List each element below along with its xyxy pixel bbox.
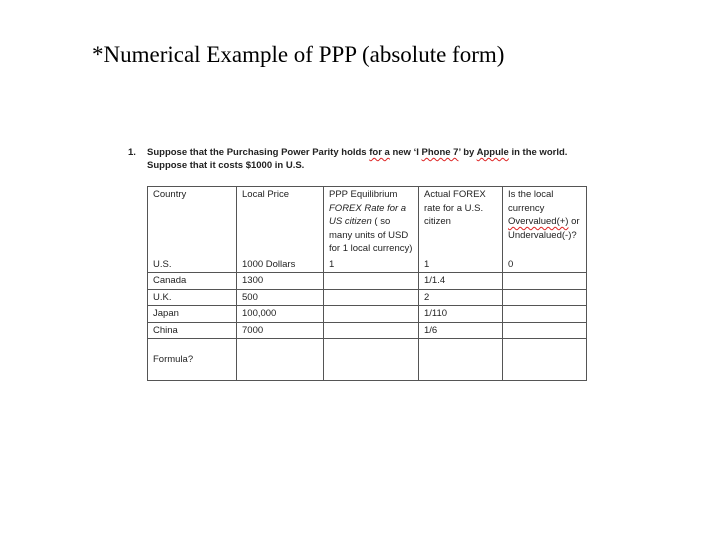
table-row xyxy=(148,306,587,323)
cell-valuation xyxy=(503,322,587,339)
question-number: 1. xyxy=(128,147,136,158)
cell-local-price: 1000 Dollars xyxy=(237,257,324,273)
cell-country: U.K. xyxy=(148,289,237,306)
cell-ppp xyxy=(324,289,419,306)
cell-valuation xyxy=(503,273,587,290)
cell-local-price: 7000 xyxy=(237,322,324,339)
cell-local-price: 100,000 xyxy=(237,306,324,323)
table-header-row xyxy=(148,187,587,257)
cell-formula-empty xyxy=(503,339,587,381)
header-local-price: Local Price xyxy=(237,187,324,257)
slide-title: *Numerical Example of PPP (absolute form) xyxy=(92,42,505,67)
cell-valuation xyxy=(503,306,587,323)
table-row xyxy=(148,322,587,339)
ppp-table xyxy=(147,186,587,381)
header-country: Country xyxy=(148,187,237,257)
cell-ppp xyxy=(324,322,419,339)
table-row xyxy=(148,289,587,306)
cell-actual: 1/1.4 xyxy=(419,273,503,290)
cell-ppp xyxy=(324,306,419,323)
header-actual-forex: Actual FOREX rate for a U.S. citizen xyxy=(419,187,503,257)
question-text xyxy=(147,146,587,172)
header-valuation: Is the local currency Overvalued(+) or Undervalued(-)? xyxy=(503,187,587,257)
cell-country: Canada xyxy=(148,273,237,290)
question-line-1: Suppose that the Purchasing Power Parity holds for a new ‘I Phone 7’ by Appule in the world. xyxy=(147,147,568,158)
cell-ppp: 1 xyxy=(324,257,419,273)
cell-local-price: 1300 xyxy=(237,273,324,290)
header-ppp-rate: PPP Equilibrium FOREX Rate for a US citizen ( so many units of USD for 1 local currency) xyxy=(324,187,419,257)
cell-local-price: 500 xyxy=(237,289,324,306)
cell-formula-empty xyxy=(237,339,324,381)
cell-valuation xyxy=(503,289,587,306)
table-row xyxy=(148,257,587,273)
cell-valuation: 0 xyxy=(503,257,587,273)
formula-row xyxy=(148,339,587,381)
cell-actual: 1/6 xyxy=(419,322,503,339)
cell-actual: 2 xyxy=(419,289,503,306)
cell-ppp xyxy=(324,273,419,290)
cell-actual: 1 xyxy=(419,257,503,273)
cell-country: China xyxy=(148,322,237,339)
cell-country: Japan xyxy=(148,306,237,323)
cell-actual: 1/110 xyxy=(419,306,503,323)
cell-formula-label: Formula? xyxy=(148,339,237,381)
question-line-2: Suppose that it costs $1000 in U.S. xyxy=(147,160,305,171)
cell-country: U.S. xyxy=(148,257,237,273)
cell-formula-empty xyxy=(324,339,419,381)
table-row xyxy=(148,273,587,290)
cell-formula-empty xyxy=(419,339,503,381)
